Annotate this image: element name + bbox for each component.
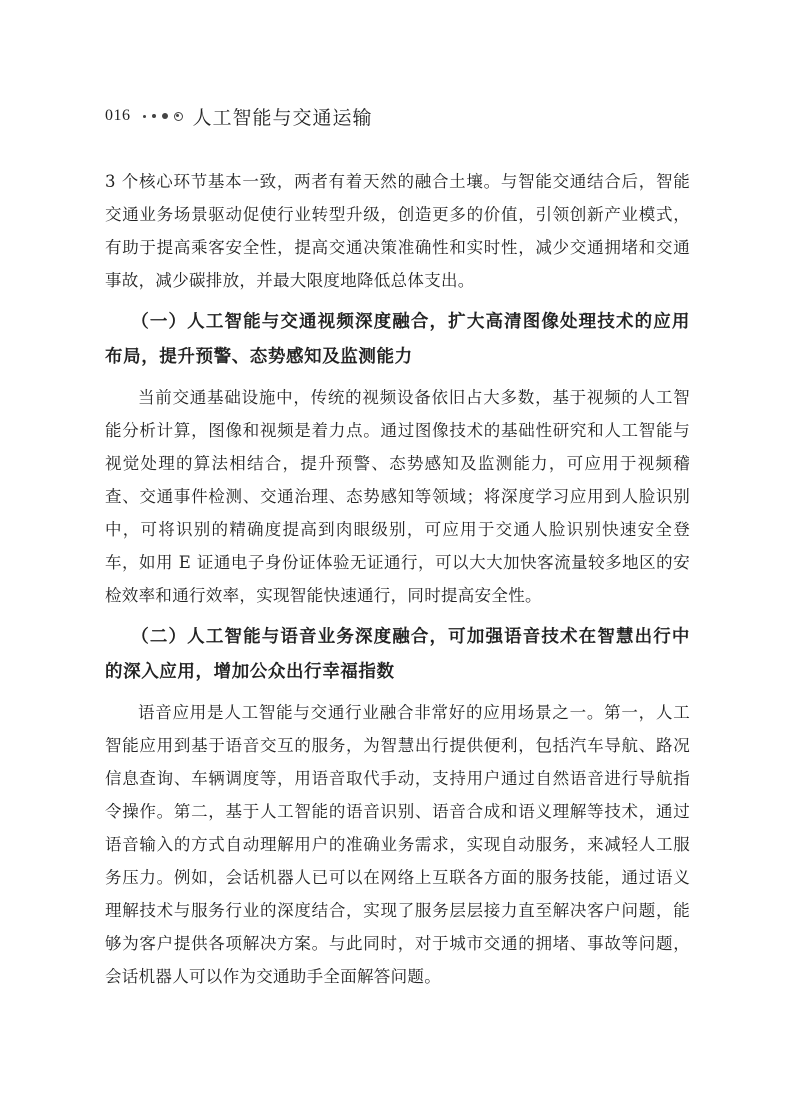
paragraph: 当前交通基础设施中，传统的视频设备依旧占大多数，基于视频的人工智能分析计算，图像和视频是着力点。通过图像技术的基础性研究和人工智能与视觉处理的算法相结合，提升预警、态势感知及监测能力，可应用于视频稽查、交通事件检测、交通治理、态势感知等领域；将深度学习应用到人脸识别中，可将识别的精确度提高到肉眼级别，可应用于交通人脸识别快速安全登车，如用 E 证通电子身份证体验无证通行，可以大大加快客流量较多地区的安检效率和通行效率，实现智能快速通行，同时提高安全性。 [105, 388, 690, 605]
page-header [105, 104, 373, 128]
page-number: 016 [105, 107, 131, 124]
running-title: 人工智能与交通运输 [192, 106, 373, 129]
paragraph: 3 个核心环节基本一致，两者有着天然的融合土壤。与智能交通结合后，智能交通业务场景驱动促使行业转型升级，创造更多的价值，引领创新产业模式，有助于提高乘客安全性，提高交通决策准确性和实时性，减少交通拥堵和交通事故，减少碳排放，并最大限度地降低总体支出。 [105, 172, 690, 290]
page-body [105, 165, 690, 993]
section-heading: （二）人工智能与语音业务深度融合，可加强语音技术在智慧出行中的深入应用，增加公众出行幸福指数 [105, 627, 690, 682]
section-heading: （一）人工智能与交通视频深度融合，扩大高清图像处理技术的应用布局，提升预警、态势感知及监测能力 [105, 312, 690, 367]
paragraph: 语音应用是人工智能与交通行业融合非常好的应用场景之一。第一，人工智能应用到基于语音交互的服务，为智慧出行提供便利，包括汽车导航、路况信息查询、车辆调度等，用语音取代手动，支持用户通过自然语音进行导航指令操作。第二，基于人工智能的语音识别、语音合成和语义理解等技术，通过语音输入的方式自动理解用户的准确业务需求，实现自动服务，来减轻人工服务压力。例如，会话机器人已可以在网络上互联各方面的服务技能，通过语义理解技术与服务行业的深度结合，实现了服务层层接力直至解决客户问题，能够为客户提供各项解决方案。与此同时，对于城市交通的拥堵、事故等问题，会话机器人可以作为交通助手全面解答问题。 [105, 703, 690, 986]
four-dot-ornament-icon [143, 112, 183, 121]
